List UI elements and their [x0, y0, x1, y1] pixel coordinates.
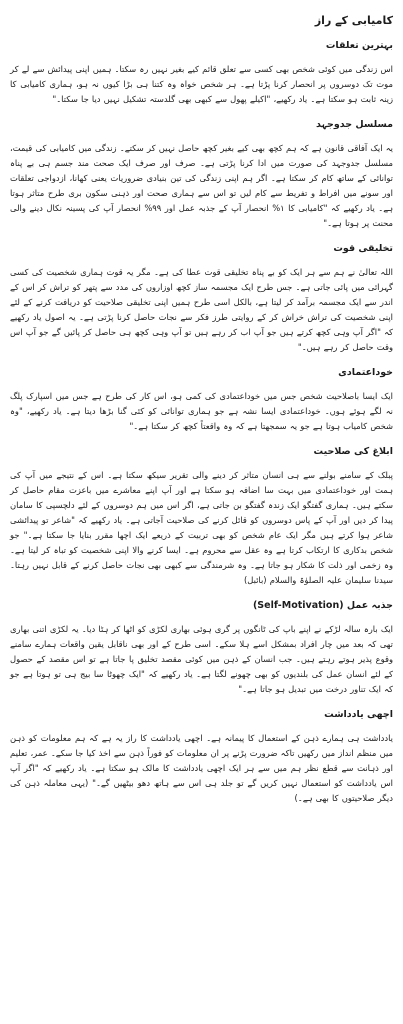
section-body-confidence: ایک ایسا باصلاحیت شخص جس میں خوداعتمادی کی کمی ہو، اس کار کی طرح ہے جس میں اسپارک پلگ نہ لگے ہوئے ہوں۔ خوداعتمادی ایسا نشہ ہے جو ہماری توانائی کو کئی گنا بڑھا دیتا ہے۔ یاد رکھیے، "وہ شخص کامیاب ہوتا ہے جو یہ سمجھتا ہے کہ وہ واقعتاً کچھ کر سکتا ہے۔": [10, 391, 393, 431]
section-heading-struggle: مسلسل جدوجہد: [315, 119, 393, 130]
section-body-memory: یادداشت ہی ہمارے ذہن کے استعمال کا پیمانہ ہے۔ اچھی یادداشت کا راز یہ ہے کہ ہم معلومات کو ذہن میں منظم انداز میں رکھیں تاکہ ضرورت پڑنے پر ان معلومات کو فوراً ذہن سے اخذ کیا جا سکے۔ عمر، تعلیم اور ذہانت سے قطع نظر ہم میں سے ہر ایک اچھی یادداشت کا مالک ہو سکتا ہے۔ یاد رکھیے کہ "اگر آپ اس یادداشت کو استعمال نہیں کریں گے تو جلد ہی اس سے ہاتھ دھو بیٹھیں گے۔" (یہی معاملہ ذہن کی دیگر صلاحیتوں کا بھی ہے۔): [10, 733, 393, 803]
section-heading-relationships: بہترین تعلقات: [325, 40, 393, 51]
section-heading-motivation: [10, 600, 393, 612]
section-body-communication: پبلک کے سامنے بولنے سے ہی انسان متاثر کر دینے والی تقریر سیکھ سکتا ہے۔ اس کے نتیجے میں آپ کی ہمت اور خوداعتمادی میں بہت سا اضافہ ہو سکتا ہے اور آپ اپنے معاشرے میں باعزت مقام حاصل کر سکتے ہیں۔ ہماری گفتگو ایک زندہ گفتگو بن جاتی ہے، اگر اس میں ہم دوسروں کے لئے دلچسپی کا سامان پیدا کر دیں اور آپ کے پاس دوسروں کو قائل کرنے کی صلاحیت آجاتی ہے۔ یاد رکھیے کہ "شاعر تو پیدائشی شاعر ہوا کرتے ہیں مگر ایک عام شخص کو بھی تربیت کے ذریعے ایک اچھا مقرر بنایا جا سکتا ہے۔" جو شخص بدکاری کا ارتکاب کرتا ہے وہ عقل سے محروم ہے۔ ایسا کرنے والا اپنی شخصیت کو تباہ کر لیتا ہے۔ وہ زخمی اور ذلت کا شکار ہو جاتا ہے۔ وہ شرمندگی سے کبھی بھی نجات حاصل کرنے کے قابل نہیں رہتا۔ سیدنا سلیمان علیہ الصلوٰۃ والسلام (بائبل): [10, 470, 393, 585]
section-heading-creativity: تخلیقی قوت: [333, 243, 393, 254]
section-heading-motivation-english: (Self-Motivation): [252, 600, 344, 611]
section-heading-motivation-urdu: جذبہ عمل: [346, 600, 393, 611]
section-body-relationships: اس زندگی میں کوئی شخص بھی کسی سے تعلق قائم کیے بغیر نہیں رہ سکتا۔ ہمیں اپنی پیدائش سے لے کر موت تک دوسروں پر انحصار کرنا پڑتا ہے۔ ہر شخص خواہ وہ کتنا ہی بڑا کیوں نہ ہو، ہماری کامیابی کا زینہ ثابت ہو سکتا ہے۔ یاد رکھیے، "اکیلے پھول سے کبھی بھی گلدستہ تشکیل نہیں دیا جا سکتا۔": [10, 64, 393, 104]
section-heading-memory: اچھی یادداشت: [324, 709, 393, 720]
section-body-motivation: ایک بارہ سالہ لڑکے نے اپنے باپ کی ٹانگوں پر گری ہوئی بھاری لکڑی کو اٹھا کر ہٹا دیا۔ یہ لکڑی اتنی بھاری تھی کہ بعد میں چار افراد بمشکل اسے ہلا سکے۔ اسی طرح کے اور بھی ناقابل یقین واقعات ہمارے سامنے وقوع پذیر ہوتے رہتے ہیں۔ جب انسان کے ذہن میں کوئی مقصد تخلیق پا جاتا ہے تو اس مقصد کے حصول کے لئے انسان عمل کی بلندیوں کو بھی چھونے لگتا ہے۔ یاد رکھیے کہ "ایک چھوٹا سا بیج ہی تو ہوتا ہے جو کہ ایک تناور درخت میں تبدیل ہو جاتا ہے۔": [10, 624, 393, 694]
section-heading-confidence: خوداعتمادی: [338, 367, 393, 378]
section-body-creativity: اللہ تعالیٰ نے ہم سے ہر ایک کو بے پناہ تخلیقی قوت عطا کی ہے۔ مگر یہ قوت ہماری شخصیت کی کسی گہرائی میں پائی جاتی ہے۔ جس طرح ایک مجسمہ ساز کچھ اوزاروں کی مدد سے پتھر کو تراش کر اس کے اندر سے ایک مجسمہ برآمد کر لیتا ہے، بالکل اسی طرح ہمیں اپنی تخلیقی صلاحیت کو دریافت کرنے کے لئے اپنی شخصیت کی تراش خراش کر کے روایتی طرز فکر سے نجات حاصل کرنا پڑتی ہے۔ یہ اصول یاد رکھیے کہ "اگر آپ وہی کچھ کرتے ہیں جو آپ اب کر رہے ہیں تو آپ وہی کچھ ہی حاصل کر پائیں گے جو آپ اس وقت حاصل کر رہے ہیں۔": [10, 267, 393, 352]
section-body-struggle: یہ ایک آفاقی قانون ہے کہ ہم کچھ بھی کیے بغیر کچھ حاصل نہیں کر سکتے۔ زندگی میں کامیابی کی قیمت، مسلسل جدوجہد کی صورت میں ادا کرنا پڑتی ہے۔ صرف اور صرف ایک صحت مند جسم ہی بے پناہ توانائی کے ساتھ کام کر سکتا ہے۔ اگر ہم اپنی زندگی کی تین بنیادی ضروریات یعنی کھانا، ازدواجی تعلقات اور سونے میں افراط و تفریط سے کام لیں تو اس سے ہماری صحت اور ذہنی سکون بری طرح متاثر ہوتا ہے۔ یاد رکھیے کہ "کامیابی کا ۱% انحصار آپ کے جذبہ عمل اور ۹۹% انحصار آپ کی پسینہ نکال دینے والی محنت پر ہوتا ہے۔": [10, 143, 394, 228]
article-title: کامیابی کے راز: [314, 14, 393, 27]
section-heading-communication: ابلاغ کی صلاحیت: [313, 446, 393, 457]
